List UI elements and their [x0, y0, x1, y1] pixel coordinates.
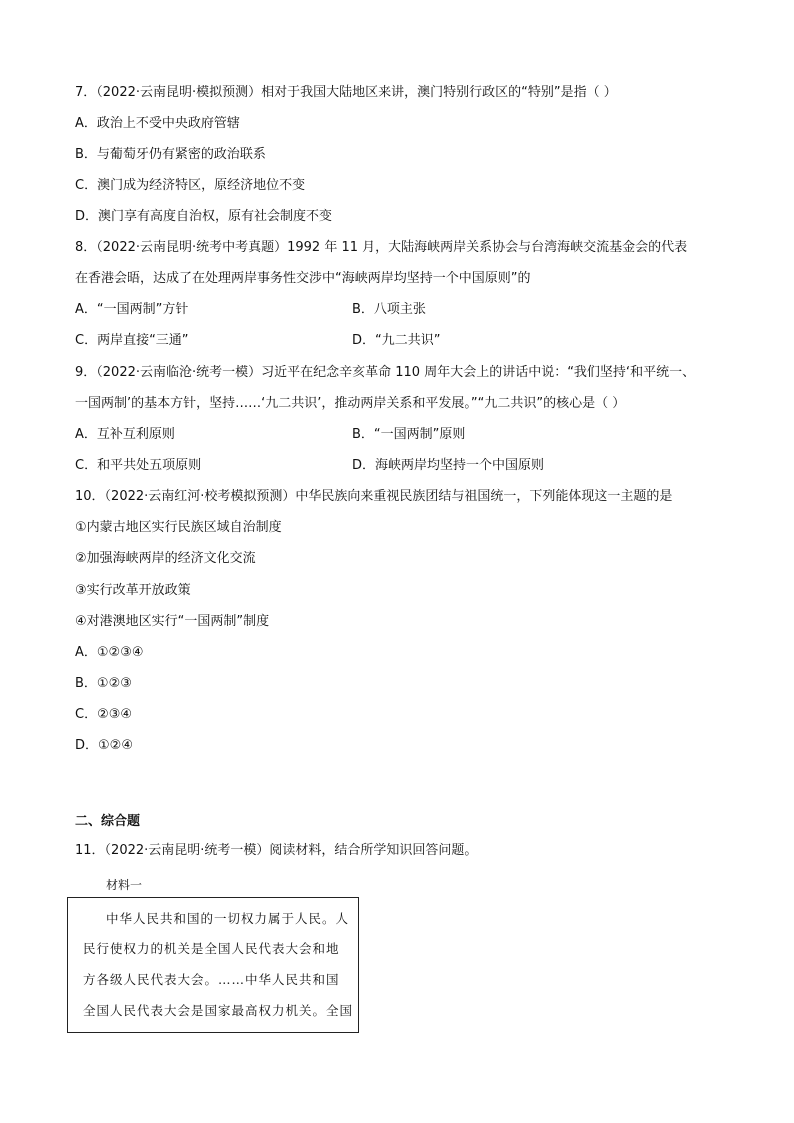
q10-item-4: ④对港澳地区实行“一国两制”制度	[75, 614, 270, 629]
section-title: 二、综合题	[75, 814, 141, 829]
q11-stem: 11．（2022·云南昆明·统考一模）阅读材料，结合所学知识回答问题。	[75, 843, 478, 858]
material-label: 材料一	[106, 878, 143, 892]
q10-option-d: D．①②④	[75, 738, 133, 753]
q9-option-a: A．互补互利原则	[75, 427, 175, 442]
q10-option-b: B．①②③	[75, 676, 132, 691]
q8-stem-line2: 在香港会晤，达成了在处理两岸事务性交涉中“海峡两岸均坚持一个中国原则”的	[75, 271, 531, 286]
q7-stem: 7．（2022·云南昆明·模拟预测）相对于我国大陆地区来讲，澳门特别行政区的“特别”是指（ ）	[75, 85, 617, 100]
q10-option-c: C．②③④	[75, 707, 133, 722]
q10-option-a: A．①②③④	[75, 645, 144, 660]
material-line-1: 中华人民共和国的一切权力属于人民。人	[106, 911, 350, 926]
q8-option-c: C．两岸直接“三通”	[75, 333, 189, 348]
q8-stem-line1: 8．（2022·云南昆明·统考中考真题）1992 年 11 月，大陆海峡两岸关系协会与台湾海峡交流基金会的代表	[75, 240, 688, 255]
q10-item-1: ①内蒙古地区实行民族区域自治制度	[75, 520, 282, 535]
q7-option-b: B．与葡萄牙仍有紧密的政治联系	[75, 147, 266, 162]
material-box	[67, 897, 359, 1033]
material-line-2: 民行使权力的机关是全国人民代表大会和地	[83, 941, 340, 956]
material-line-4: 全国人民代表大会是国家最高权力机关。全国	[83, 1003, 354, 1018]
q9-option-d: D．海峡两岸均坚持一个中国原则	[352, 458, 545, 473]
q9-option-c: C．和平共处五项原则	[75, 458, 202, 473]
q9-option-b: B．“一国两制”原则	[352, 427, 466, 442]
q8-option-b: B．八项主张	[352, 302, 426, 317]
q9-stem-line2: 一国两制’的基本方针，坚持……‘九二共识’，推动两岸关系和平发展。”“九二共识”的核心是（ ）	[75, 396, 626, 411]
q9-stem-line1: 9．（2022·云南临沧·统考一模）习近平在纪念辛亥革命 110 周年大会上的讲话中说：“我们坚持‘和平统一、	[75, 365, 696, 380]
q7-option-d: D．澳门享有高度自治权，原有社会制度不变	[75, 209, 333, 224]
q10-item-3: ③实行改革开放政策	[75, 583, 191, 598]
q8-option-a: A．“一国两制”方针	[75, 302, 189, 317]
material-line-3: 方各级人民代表大会。……中华人民共和国	[83, 972, 340, 987]
q7-option-c: C．澳门成为经济特区，原经济地位不变	[75, 178, 306, 193]
q8-option-d: D．“九二共识”	[352, 333, 441, 348]
q10-stem: 10．（2022·云南红河·校考模拟预测）中华民族向来重视民族团结与祖国统一，下列能体现这一主题的是	[75, 489, 673, 504]
q7-option-a: A．政治上不受中央政府管辖	[75, 116, 240, 131]
q10-item-2: ②加强海峡两岸的经济文化交流	[75, 551, 256, 566]
